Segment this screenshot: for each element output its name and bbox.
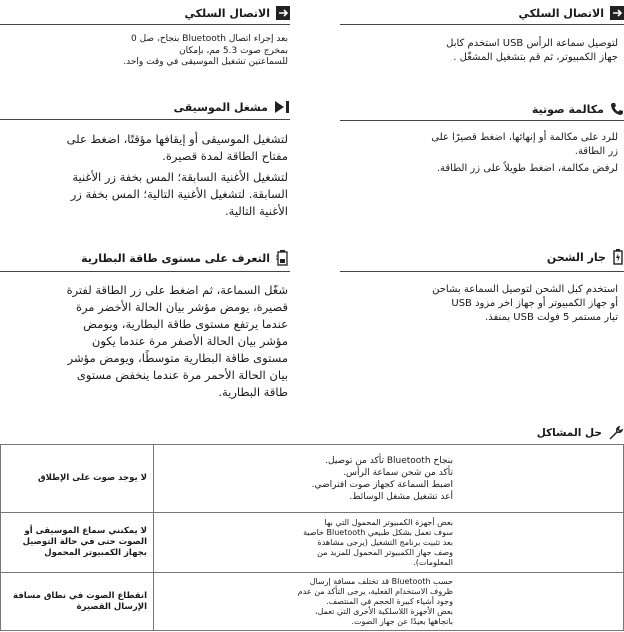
left-music-rule bbox=[0, 119, 290, 120]
text-line: شغّل السماعة، ثم اضغط على زر الطاقة لفترة bbox=[66, 283, 288, 297]
right-wired-title: الاتصال السلكي bbox=[518, 6, 604, 20]
text-line: بنجاح Bluetooth تأكد من توصيل. bbox=[325, 455, 453, 466]
right-charging-header bbox=[330, 247, 624, 267]
right-calls-title: مكالمة صوتية bbox=[531, 102, 604, 116]
solution-cell bbox=[154, 513, 624, 573]
left-music-header bbox=[0, 97, 290, 117]
text-line: الأغنية التالية. bbox=[225, 204, 288, 218]
text-line: بعد إجراء اتصال Bluetooth بنجاح، صل 0 bbox=[131, 34, 288, 44]
text-line: حسب Bluetooth قد تختلف مسافة إرسال bbox=[309, 576, 453, 586]
left-wired-title: الاتصال السلكي bbox=[184, 6, 270, 20]
problem-cell: لا يوجد صوت على الإطلاق bbox=[1, 445, 154, 513]
left-battery-header bbox=[0, 248, 290, 268]
text-line: السابقة. لتشغيل الأغنية التالية؛ المس بخفة زر bbox=[70, 187, 288, 201]
text-line: وصف جهاز الكمبيوتر المحمول للمزيد من bbox=[317, 547, 453, 557]
text-line: طاقة البطارية. bbox=[218, 385, 288, 399]
table-row bbox=[1, 445, 624, 513]
text-line: المعلومات). bbox=[413, 557, 453, 567]
wrench-icon bbox=[608, 425, 624, 441]
text-line: لتوصيل سماعة الرأس USB استخدم كابل bbox=[446, 38, 618, 49]
text-line: ظروف الاستخدام الفعلية، يرجى التأكد من عدم bbox=[297, 586, 453, 596]
solution-cell bbox=[154, 573, 624, 631]
text-line: للرد على مكالمة أو إنهائها، اضغط قصيرًا على bbox=[431, 132, 618, 143]
left-wired-text bbox=[123, 34, 288, 69]
right-wired-rule bbox=[340, 24, 624, 25]
text-line: أو جهاز الكمبيوتر أو جهاز اخر مزود USB bbox=[451, 298, 618, 309]
left-battery-text bbox=[67, 282, 288, 401]
troubleshooting-title: حل المشاكل bbox=[536, 427, 602, 439]
right-calls-text bbox=[431, 131, 618, 176]
phone-icon bbox=[610, 102, 624, 116]
left-battery-title: التعرف على مستوى طاقة البطارية bbox=[81, 251, 270, 265]
problem-cell: لا يمكنني سماع الموسيقى أو الصوت حتى في حالة التوصيل بجهاز الكمبيوتر المحمول bbox=[1, 513, 154, 573]
problem-cell: انقطاع الصوت في نطاق مسافة الإرسال القصيرة bbox=[1, 573, 154, 631]
text-line: عندما يرتفع مستوى طاقة البطارية، ويومض bbox=[83, 317, 288, 331]
left-wired-header bbox=[0, 3, 290, 23]
text-line: اضبط السماعة كجهاز صوت افتراضي. bbox=[311, 479, 453, 490]
text-line: بعد تثبيت برنامج التشغيل (يرجى مشاهدة bbox=[317, 537, 453, 547]
troubleshooting-table bbox=[0, 444, 624, 631]
right-charging-rule bbox=[340, 271, 624, 272]
table-row bbox=[1, 573, 624, 631]
text-line: لرفض مكالمة، اضغط طويلاً على زر الطاقة. bbox=[436, 163, 618, 174]
left-music-title: مشغل الموسيقى bbox=[173, 100, 268, 114]
text-line: لتشغيل الموسيقى أو إيقافها مؤقتًا، اضغط على bbox=[66, 132, 288, 146]
right-calls-header bbox=[330, 99, 624, 119]
text-line: أعد تشغيل مشغل الوسائط. bbox=[349, 491, 453, 502]
left-music-text bbox=[67, 131, 288, 220]
text-line: قصيرة، يومض مؤشر بيان الحالة الأخضر مرة bbox=[75, 300, 288, 314]
right-charging-text bbox=[432, 283, 618, 325]
text-line: مفتاح الطاقة لمدة قصيرة. bbox=[162, 149, 288, 163]
text-line: للسماعتين تشغيل الموسيقى في وقت واحد. bbox=[123, 57, 288, 67]
battery-level-icon bbox=[276, 250, 290, 266]
text-line: مستوى طاقة البطارية متوسطًا، ويومض مؤشر bbox=[67, 351, 288, 365]
right-wired-text bbox=[446, 37, 618, 65]
text-line: زر الطاقة. bbox=[574, 146, 618, 157]
usb-cable-icon bbox=[610, 6, 624, 20]
text-line: استخدم كبل الشحن لتوصيل السماعة بشاحن bbox=[432, 284, 618, 295]
text-line: بعض أجهزة الكمبيوتر المحمول التي بها bbox=[324, 517, 453, 527]
troubleshooting-header bbox=[400, 423, 624, 443]
text-line: وجود أشياء كبيرة الحجم في المنتصف. bbox=[326, 596, 453, 606]
right-calls-rule bbox=[340, 120, 624, 121]
battery-icon bbox=[612, 249, 624, 265]
right-wired-header bbox=[330, 3, 624, 23]
text-line: باتجاهها بعيدًا عن جهاز الصوت. bbox=[351, 616, 453, 626]
text-line: سوف تعمل بشكل طبيعي Bluetooth خاصية bbox=[303, 527, 453, 537]
right-charging-title: جار الشحن bbox=[546, 250, 606, 264]
left-battery-rule bbox=[0, 271, 290, 272]
usb-cable-icon bbox=[276, 6, 290, 20]
text-line: مؤشر بيان الحالة الأصفر مرة عندما يكون bbox=[91, 334, 288, 348]
play-pause-icon bbox=[274, 99, 290, 115]
text-line: بمخرج صوت 5.3 مم، بإمكان bbox=[179, 45, 288, 56]
text-line: تيار مستمر 5 فولت USB بمنفذ. bbox=[485, 312, 618, 323]
text-line: بعض الأجهزة اللاسلكية الأخرى التي تعمل، bbox=[314, 606, 453, 616]
left-wired-rule bbox=[0, 24, 290, 25]
text-line: تأكد من شحن سماعة الرأس. bbox=[343, 467, 453, 478]
table-row bbox=[1, 513, 624, 573]
solution-cell bbox=[154, 445, 624, 513]
text-line: لتشغيل الأغنية السابقة؛ المس بخفة زر الأغنية bbox=[72, 170, 288, 184]
text-line: جهاز الكمبيوتر، ثم قم بتشغيل المشغّل . bbox=[453, 52, 618, 63]
text-line: بيان الحالة الأحمر مرة عندما ينخفض مستوى bbox=[76, 368, 288, 382]
